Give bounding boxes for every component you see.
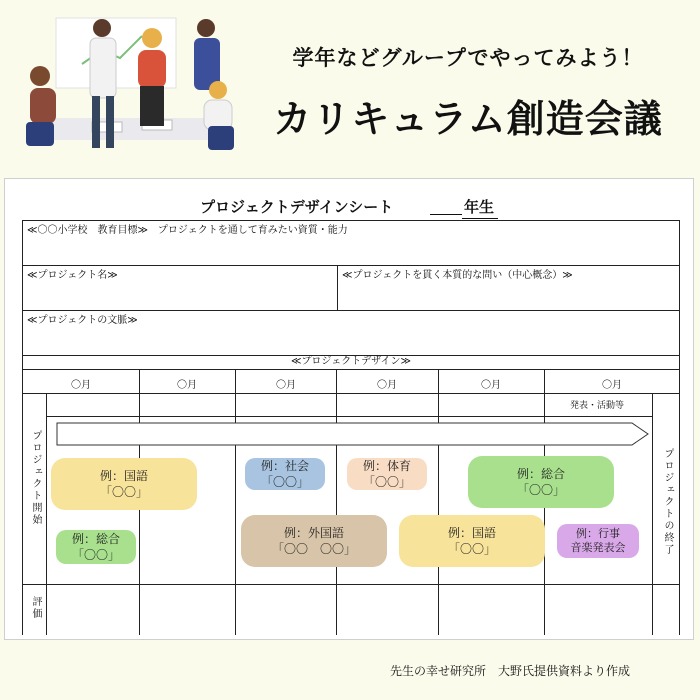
- example-subject: 例：外国語: [283, 526, 344, 540]
- month-label: 〇月: [71, 380, 91, 391]
- month-row-bottom: [22, 393, 680, 394]
- month-label: 〇月: [177, 380, 197, 391]
- example-subject: 例：総合: [516, 467, 565, 481]
- goal-label: ≪〇〇小学校 教育目標≫ プロジェクトを通して育みたい資質・能力: [27, 225, 348, 236]
- example-subject-pill: [347, 458, 427, 490]
- example-theme: 音楽発表会: [570, 541, 626, 554]
- example-subject: 例：社会: [260, 459, 309, 473]
- presentation-row-line: [46, 416, 652, 417]
- example-subject-pill: [51, 458, 197, 510]
- example-subject: 例：総合: [71, 532, 120, 546]
- project-start-label: プロジェクト開始: [30, 430, 41, 526]
- project-name-label: ≪プロジェクト名≫: [27, 270, 118, 281]
- grade-blank-line: [430, 214, 462, 215]
- evaluation-row-line: [22, 584, 680, 585]
- page-title: カリキュラム創造会議: [273, 97, 663, 141]
- right-side-col: [652, 393, 653, 635]
- month-row-top: [22, 369, 680, 370]
- example-subject-pill: [245, 458, 325, 490]
- essential-question-field: [337, 265, 680, 311]
- month-label: 〇月: [276, 380, 296, 391]
- presentation-label: 発表・活動等: [570, 401, 625, 411]
- essential-question-label: ≪プロジェクトを貫く本質的な問い（中心概念）≫: [342, 270, 573, 281]
- example-subject-pill: [468, 456, 614, 508]
- example-theme: 「〇〇」: [99, 485, 148, 499]
- example-subject-pill: [241, 515, 387, 567]
- project-end-label: プロジェクトの終了: [662, 448, 673, 556]
- project-name-field: [22, 265, 338, 311]
- meeting-illustration: [22, 14, 240, 154]
- month-label: 〇月: [377, 380, 397, 391]
- grid-col-2: [235, 369, 236, 635]
- goal-field: [22, 220, 680, 266]
- example-subject-pill: [56, 530, 136, 564]
- month-label: 〇月: [481, 380, 501, 391]
- month-label: 〇月: [602, 380, 622, 391]
- sheet-title: プロジェクトデザインシート: [200, 198, 394, 216]
- example-subject: 例：体育: [362, 459, 411, 473]
- example-subject: 例：国語: [447, 526, 496, 540]
- example-theme: 「〇〇」: [362, 475, 411, 489]
- grade-label: 年生: [462, 196, 498, 219]
- timeline-arrow-icon: [56, 420, 650, 448]
- design-label: ≪プロジェクトデザイン≫: [290, 356, 412, 367]
- evaluation-label: 評価: [30, 596, 41, 620]
- example-subject: 例：行事: [576, 527, 620, 540]
- grid-col-3: [336, 369, 337, 635]
- subtitle: 学年などグループでやってみよう！: [292, 46, 644, 70]
- example-theme: 「〇〇」: [516, 483, 565, 497]
- left-side-col: [46, 393, 47, 635]
- grid-col-4: [438, 369, 439, 635]
- context-label: ≪プロジェクトの文脈≫: [27, 315, 138, 326]
- example-theme: 「〇〇」: [260, 475, 309, 489]
- example-subject: 例：国語: [99, 469, 148, 483]
- example-theme: 「〇〇 〇〇」: [271, 542, 356, 556]
- example-theme: 「〇〇」: [71, 548, 120, 562]
- example-subject-pill: [399, 515, 545, 567]
- example-event-pill: [557, 524, 639, 558]
- context-field: [22, 310, 680, 356]
- example-theme: 「〇〇」: [447, 542, 496, 556]
- source-credit: 先生の幸せ研究所 大野氏提供資料より作成: [390, 664, 631, 678]
